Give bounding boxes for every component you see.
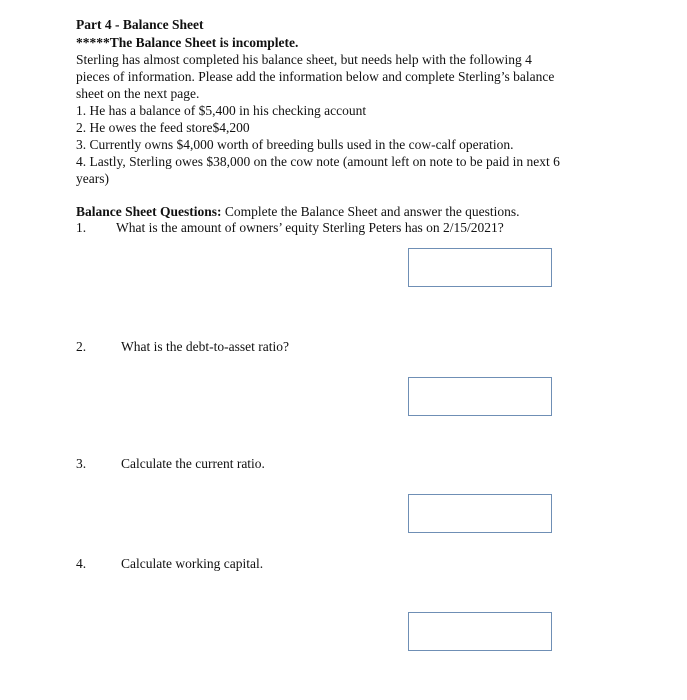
info-item-3: 3. Currently owns $4,000 worth of breeding bulls used in the cow-calf operation.	[76, 137, 514, 152]
question-1-text: What is the amount of owners’ equity Sterling Peters has on 2/15/2021?	[116, 220, 504, 235]
answer-box-2[interactable]	[408, 377, 552, 416]
intro-line-2: pieces of information. Please add the information below and complete Sterling’s balance	[76, 69, 555, 84]
answer-box-3[interactable]	[408, 494, 552, 533]
question-2-text: What is the debt-to-asset ratio?	[121, 339, 289, 354]
intro-line-3: sheet on the next page.	[76, 86, 200, 101]
question-1-number: 1.	[76, 220, 87, 235]
info-item-4-continued: years)	[76, 171, 109, 186]
info-item-4: 4. Lastly, Sterling owes $38,000 on the cow note (amount left on note to be paid in next 6	[76, 154, 560, 169]
question-3-text: Calculate the current ratio.	[121, 456, 265, 471]
intro-line-1: Sterling has almost completed his balance sheet, but needs help with the following 4	[76, 52, 532, 67]
question-3-number: 3.	[76, 456, 87, 471]
question-4-number: 4.	[76, 556, 87, 571]
questions-header-label: Balance Sheet Questions:	[76, 204, 222, 219]
answer-box-1[interactable]	[408, 248, 552, 287]
section-title: Part 4 - Balance Sheet	[76, 17, 204, 32]
info-item-2: 2. He owes the feed store$4,200	[76, 120, 250, 135]
questions-header	[76, 204, 520, 220]
question-2-number: 2.	[76, 339, 87, 354]
answer-box-4[interactable]	[408, 612, 552, 651]
info-item-1: 1. He has a balance of $5,400 in his checking account	[76, 103, 367, 118]
question-4-text: Calculate working capital.	[121, 556, 264, 571]
questions-header-text: Complete the Balance Sheet and answer the questions.	[221, 204, 520, 219]
incomplete-notice: *****The Balance Sheet is incomplete.	[76, 35, 299, 50]
